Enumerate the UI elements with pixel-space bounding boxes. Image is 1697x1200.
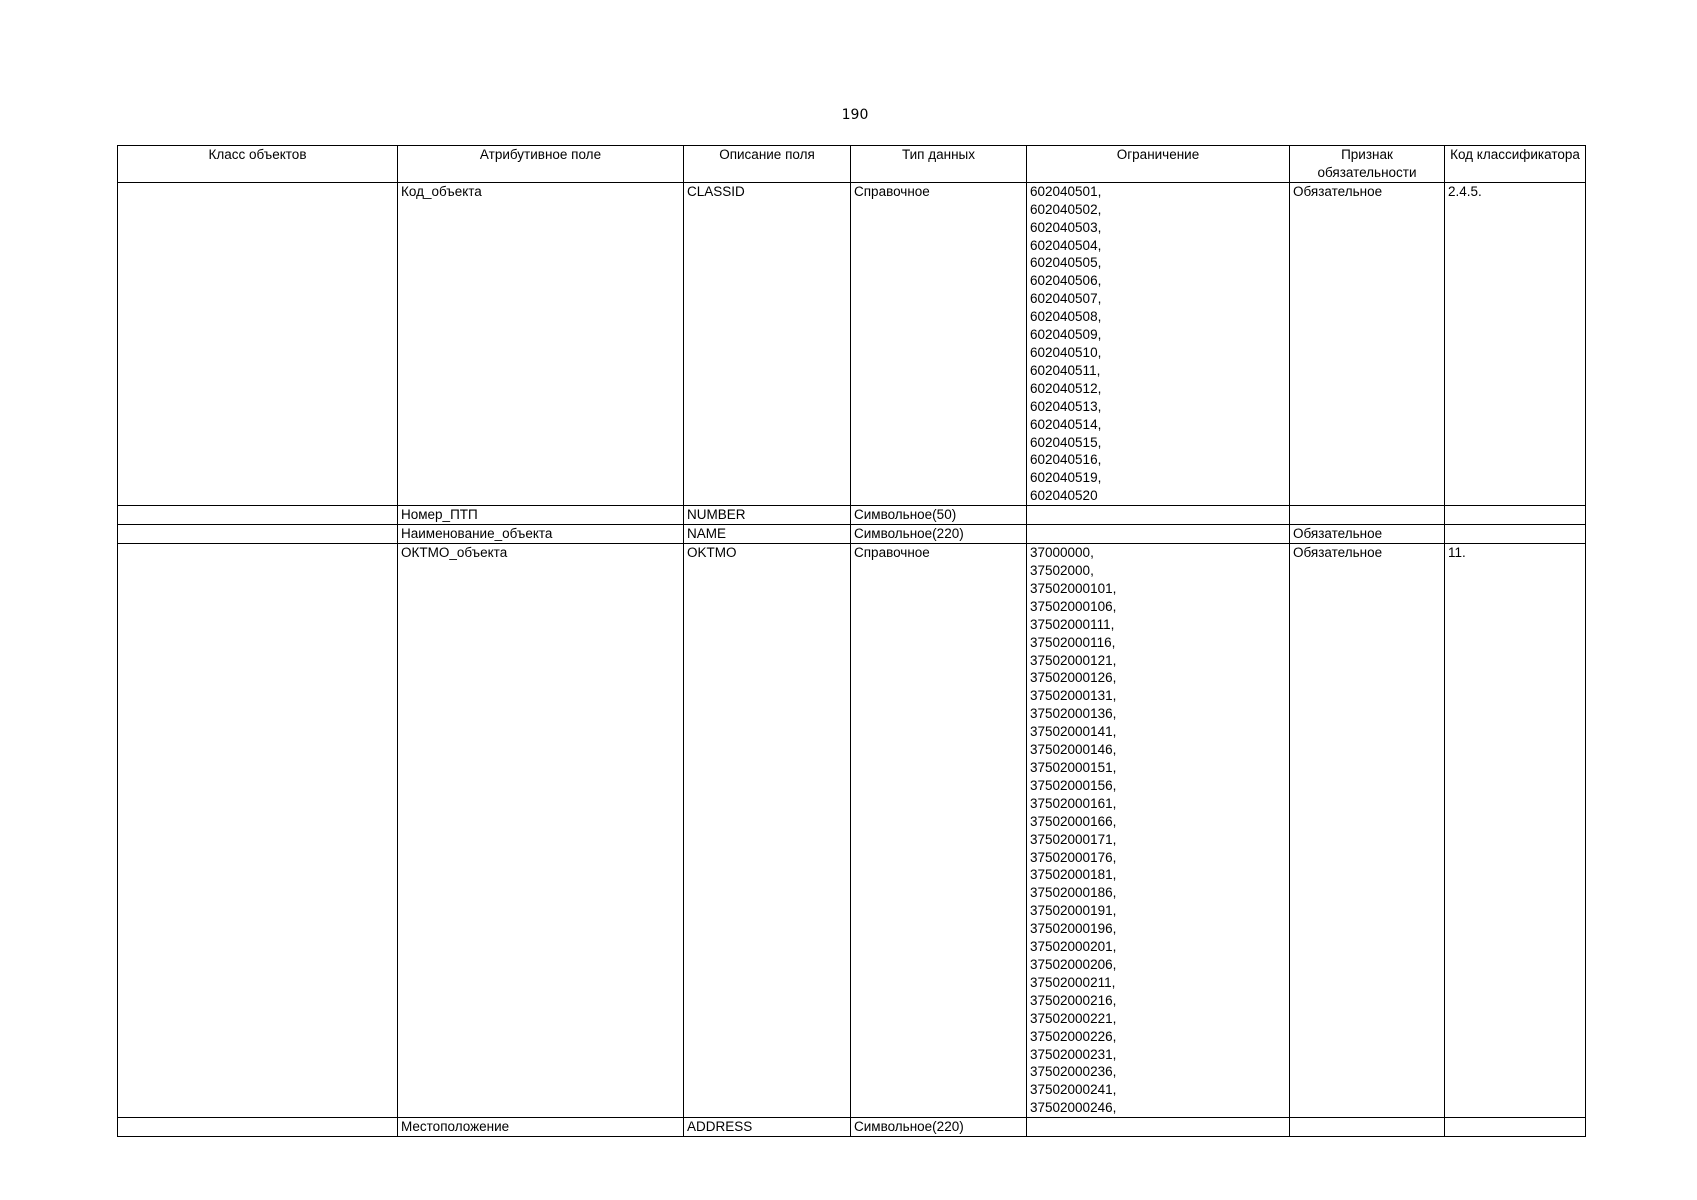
cell-attribute: Код_объекта (398, 182, 684, 505)
cell-description: NUMBER (684, 506, 851, 525)
cell-description: CLASSID (684, 182, 851, 505)
cell-constraint: 602040501, 602040502, 602040503, 602040504, 602040505, 602040506, 602040507, 602040508, 602040509, 602040510, 602040511, 602040512, 602040513, 602040514, 602040515, 602040516, 602040519, 602040520 (1027, 182, 1290, 505)
cell-classifier: 11. (1445, 544, 1586, 1118)
cell-class (118, 1118, 398, 1137)
header-row (118, 146, 1586, 183)
cell-attribute: ОКТМО_объекта (398, 544, 684, 1118)
header-type: Тип данных (851, 146, 1027, 183)
cell-constraint (1027, 525, 1290, 544)
table-row (118, 506, 1586, 525)
table-body (118, 182, 1586, 1136)
header-required: Признак обязательности (1290, 146, 1445, 183)
cell-required: Обязательное (1290, 525, 1445, 544)
cell-classifier: 2.4.5. (1445, 182, 1586, 505)
cell-required (1290, 506, 1445, 525)
header-classifier: Код классификатора (1445, 146, 1586, 183)
cell-description: ADDRESS (684, 1118, 851, 1137)
cell-class (118, 525, 398, 544)
page-number: 190 (841, 107, 869, 123)
cell-classifier (1445, 1118, 1586, 1137)
cell-classifier (1445, 525, 1586, 544)
cell-type: Символьное(50) (851, 506, 1027, 525)
cell-description: NAME (684, 525, 851, 544)
cell-attribute: Местоположение (398, 1118, 684, 1137)
cell-type: Символьное(220) (851, 525, 1027, 544)
table-row (118, 525, 1586, 544)
cell-attribute: Номер_ПТП (398, 506, 684, 525)
cell-type: Символьное(220) (851, 1118, 1027, 1137)
cell-required: Обязательное (1290, 544, 1445, 1118)
cell-constraint (1027, 506, 1290, 525)
header-class: Класс объектов (118, 146, 398, 183)
table-header (118, 146, 1586, 183)
cell-description: OKTMO (684, 544, 851, 1118)
cell-class (118, 506, 398, 525)
header-description: Описание поля (684, 146, 851, 183)
table-row (118, 1118, 1586, 1137)
cell-class (118, 544, 398, 1118)
attribute-table (117, 145, 1586, 1137)
cell-required (1290, 1118, 1445, 1137)
header-attribute: Атрибутивное поле (398, 146, 684, 183)
cell-type: Справочное (851, 182, 1027, 505)
cell-required: Обязательное (1290, 182, 1445, 505)
cell-constraint: 37000000, 37502000, 37502000101, 37502000106, 37502000111, 37502000116, 37502000121, 37502000126, 37502000131, 37502000136, 37502000141, 37502000146, 37502000151, 37502000156, 37502000161, 37502000166, 37502000171, 37502000176, 37502000181, 37502000186, 37502000191, 37502000196, 37502000201, 37502000206, 37502000211, 37502000216, 37502000221, 37502000226, 37502000231, 37502000236, 37502000241, 37502000246, (1027, 544, 1290, 1118)
cell-constraint (1027, 1118, 1290, 1137)
cell-class (118, 182, 398, 505)
cell-attribute: Наименование_объекта (398, 525, 684, 544)
table-row (118, 182, 1586, 505)
cell-type: Справочное (851, 544, 1027, 1118)
header-constraint: Ограничение (1027, 146, 1290, 183)
cell-classifier (1445, 506, 1586, 525)
table-row (118, 544, 1586, 1118)
